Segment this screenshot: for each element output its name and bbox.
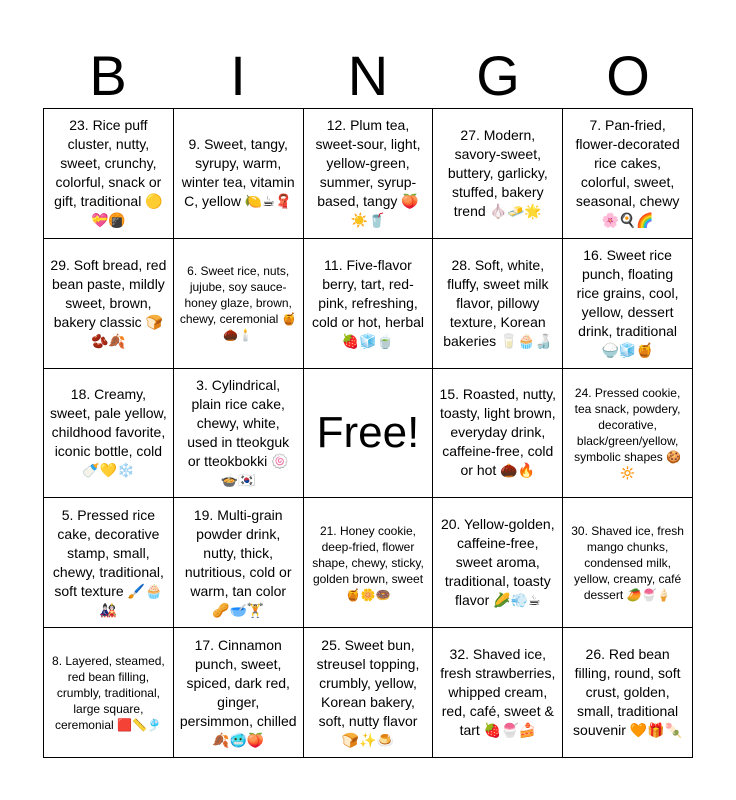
cell-text: 3. Cylindrical, plain rice cake, chewy, white, used in tteokguk or tteokbokki 🍥🍲🇰🇷: [187, 376, 290, 488]
bingo-cell[interactable]: [563, 369, 693, 499]
cell-text: 21. Honey cookie, deep-fried, flower shape, chewy, sticky, golden brown, sweet 🍯🌼🍩: [312, 523, 424, 602]
cell-text: 24. Pressed cookie, tea snack, powdery, decorative, black/green/yellow, symbolic shapes 🍪🔆: [574, 385, 682, 480]
cell-text: 20. Yellow-golden, caffeine-free, sweet aroma, traditional, toasty flavor 🌽💨☕: [440, 516, 555, 609]
bingo-cell[interactable]: [563, 628, 693, 758]
bingo-cell[interactable]: [563, 109, 693, 239]
cell-text: 15. Roasted, nutty, toasty, light brown, everyday drink, caffeine-free, cold or hot 🌰🔥: [439, 386, 557, 479]
cell-text: 8. Layered, steamed, red bean filling, crumbly, traditional, large square, ceremonial 🟥📏🎐: [52, 653, 165, 732]
header-letter-i: I: [230, 44, 246, 107]
cell-text: 27. Modern, savory-sweet, buttery, garlicky, stuffed, bakery trend 🧄🧈🌟: [447, 126, 548, 219]
bingo-cell[interactable]: [174, 239, 304, 369]
cell-text: 25. Sweet bun, streusel topping, crumbly, yellow, Korean bakery, soft, nutty flavor 🍞✨🍮: [316, 636, 420, 748]
free-space-label: Free!: [316, 407, 420, 457]
cell-text: 9. Sweet, tangy, syrupy, warm, winter tea, vitamin C, yellow 🍋☕🧣: [181, 136, 295, 210]
bingo-cell[interactable]: [174, 498, 304, 628]
bingo-cell[interactable]: [174, 109, 304, 239]
cell-text: 29. Soft bread, red bean paste, mildly sweet, brown, bakery classic 🍞🫘🍂: [50, 256, 167, 349]
bingo-cell[interactable]: [44, 369, 174, 499]
cell-text: 16. Sweet rice punch, floating rice grains, cool, yellow, dessert drink, traditional 🍚🧊🍯: [576, 247, 679, 359]
header-letter-b: B: [89, 44, 127, 107]
cell-text: 26. Red bean filling, round, soft crust, golden, small, traditional souvenir 🧡🎁🍡: [573, 646, 683, 739]
header-letter-o: O: [606, 44, 650, 107]
bingo-cell[interactable]: [304, 628, 434, 758]
free-space-cell[interactable]: [304, 369, 434, 499]
header-letter-g: G: [476, 44, 520, 107]
cell-text: 19. Multi-grain powder drink, nutty, thick, nutritious, cold or warm, tan color 🥜🥣🏋️: [184, 506, 292, 618]
cell-text: 6. Sweet rice, nuts, jujube, soy sauce-honey glaze, brown, chewy, ceremonial 🍯🌰🕯️: [179, 264, 297, 343]
bingo-header: [43, 46, 693, 106]
bingo-cell[interactable]: [174, 628, 304, 758]
bingo-cell[interactable]: [174, 369, 304, 499]
cell-text: 32. Shaved ice, fresh strawberries, whipped cream, red, café, sweet & tart 🍓🍧🍰: [440, 646, 556, 739]
cell-text: 23. Rice puff cluster, nutty, sweet, crunchy, colorful, snack or gift, traditional 🟡💝🍘: [54, 117, 163, 229]
bingo-cell[interactable]: [563, 239, 693, 369]
bingo-cell[interactable]: [44, 498, 174, 628]
cell-text: 30. Shaved ice, fresh mango chunks, condensed milk, yellow, creamy, café dessert 🥭🍧🍦: [571, 523, 684, 602]
bingo-cell[interactable]: [433, 239, 563, 369]
bingo-cell[interactable]: [433, 369, 563, 499]
bingo-cell[interactable]: [44, 239, 174, 369]
bingo-grid: [43, 108, 693, 758]
header-letter-n: N: [347, 44, 389, 107]
bingo-cell[interactable]: [44, 628, 174, 758]
cell-text: 28. Soft, white, fluffy, sweet milk flavor, pillowy texture, Korean bakeries 🥛🧁🍶: [443, 256, 553, 349]
cell-text: 18. Creamy, sweet, pale yellow, childhood favorite, iconic bottle, cold 🍼💛❄️: [50, 386, 167, 479]
bingo-cell[interactable]: [433, 628, 563, 758]
cell-text: 17. Cinnamon punch, sweet, spiced, dark red, ginger, persimmon, chilled 🍂🥶🍑: [179, 636, 297, 748]
bingo-cell[interactable]: [304, 498, 434, 628]
cell-text: 12. Plum tea, sweet-sour, light, yellow-green, summer, syrup-based, tangy 🍑☀️🥤: [315, 117, 421, 229]
bingo-cell[interactable]: [433, 109, 563, 239]
bingo-cell[interactable]: [304, 239, 434, 369]
cell-text: 7. Pan-fried, flower-decorated rice cakes, colorful, sweet, seasonal, chewy 🌸🍳🌈: [575, 117, 680, 229]
bingo-cell[interactable]: [433, 498, 563, 628]
cell-text: 11. Five-flavor berry, tart, red-pink, refreshing, cold or hot, herbal 🍓🧊🍵: [311, 256, 425, 349]
cell-text: 5. Pressed rice cake, decorative stamp, small, chewy, traditional, soft texture 🖌️🧁🎎: [52, 506, 164, 618]
bingo-cell[interactable]: [44, 109, 174, 239]
bingo-cell[interactable]: [563, 498, 693, 628]
bingo-cell[interactable]: [304, 109, 434, 239]
